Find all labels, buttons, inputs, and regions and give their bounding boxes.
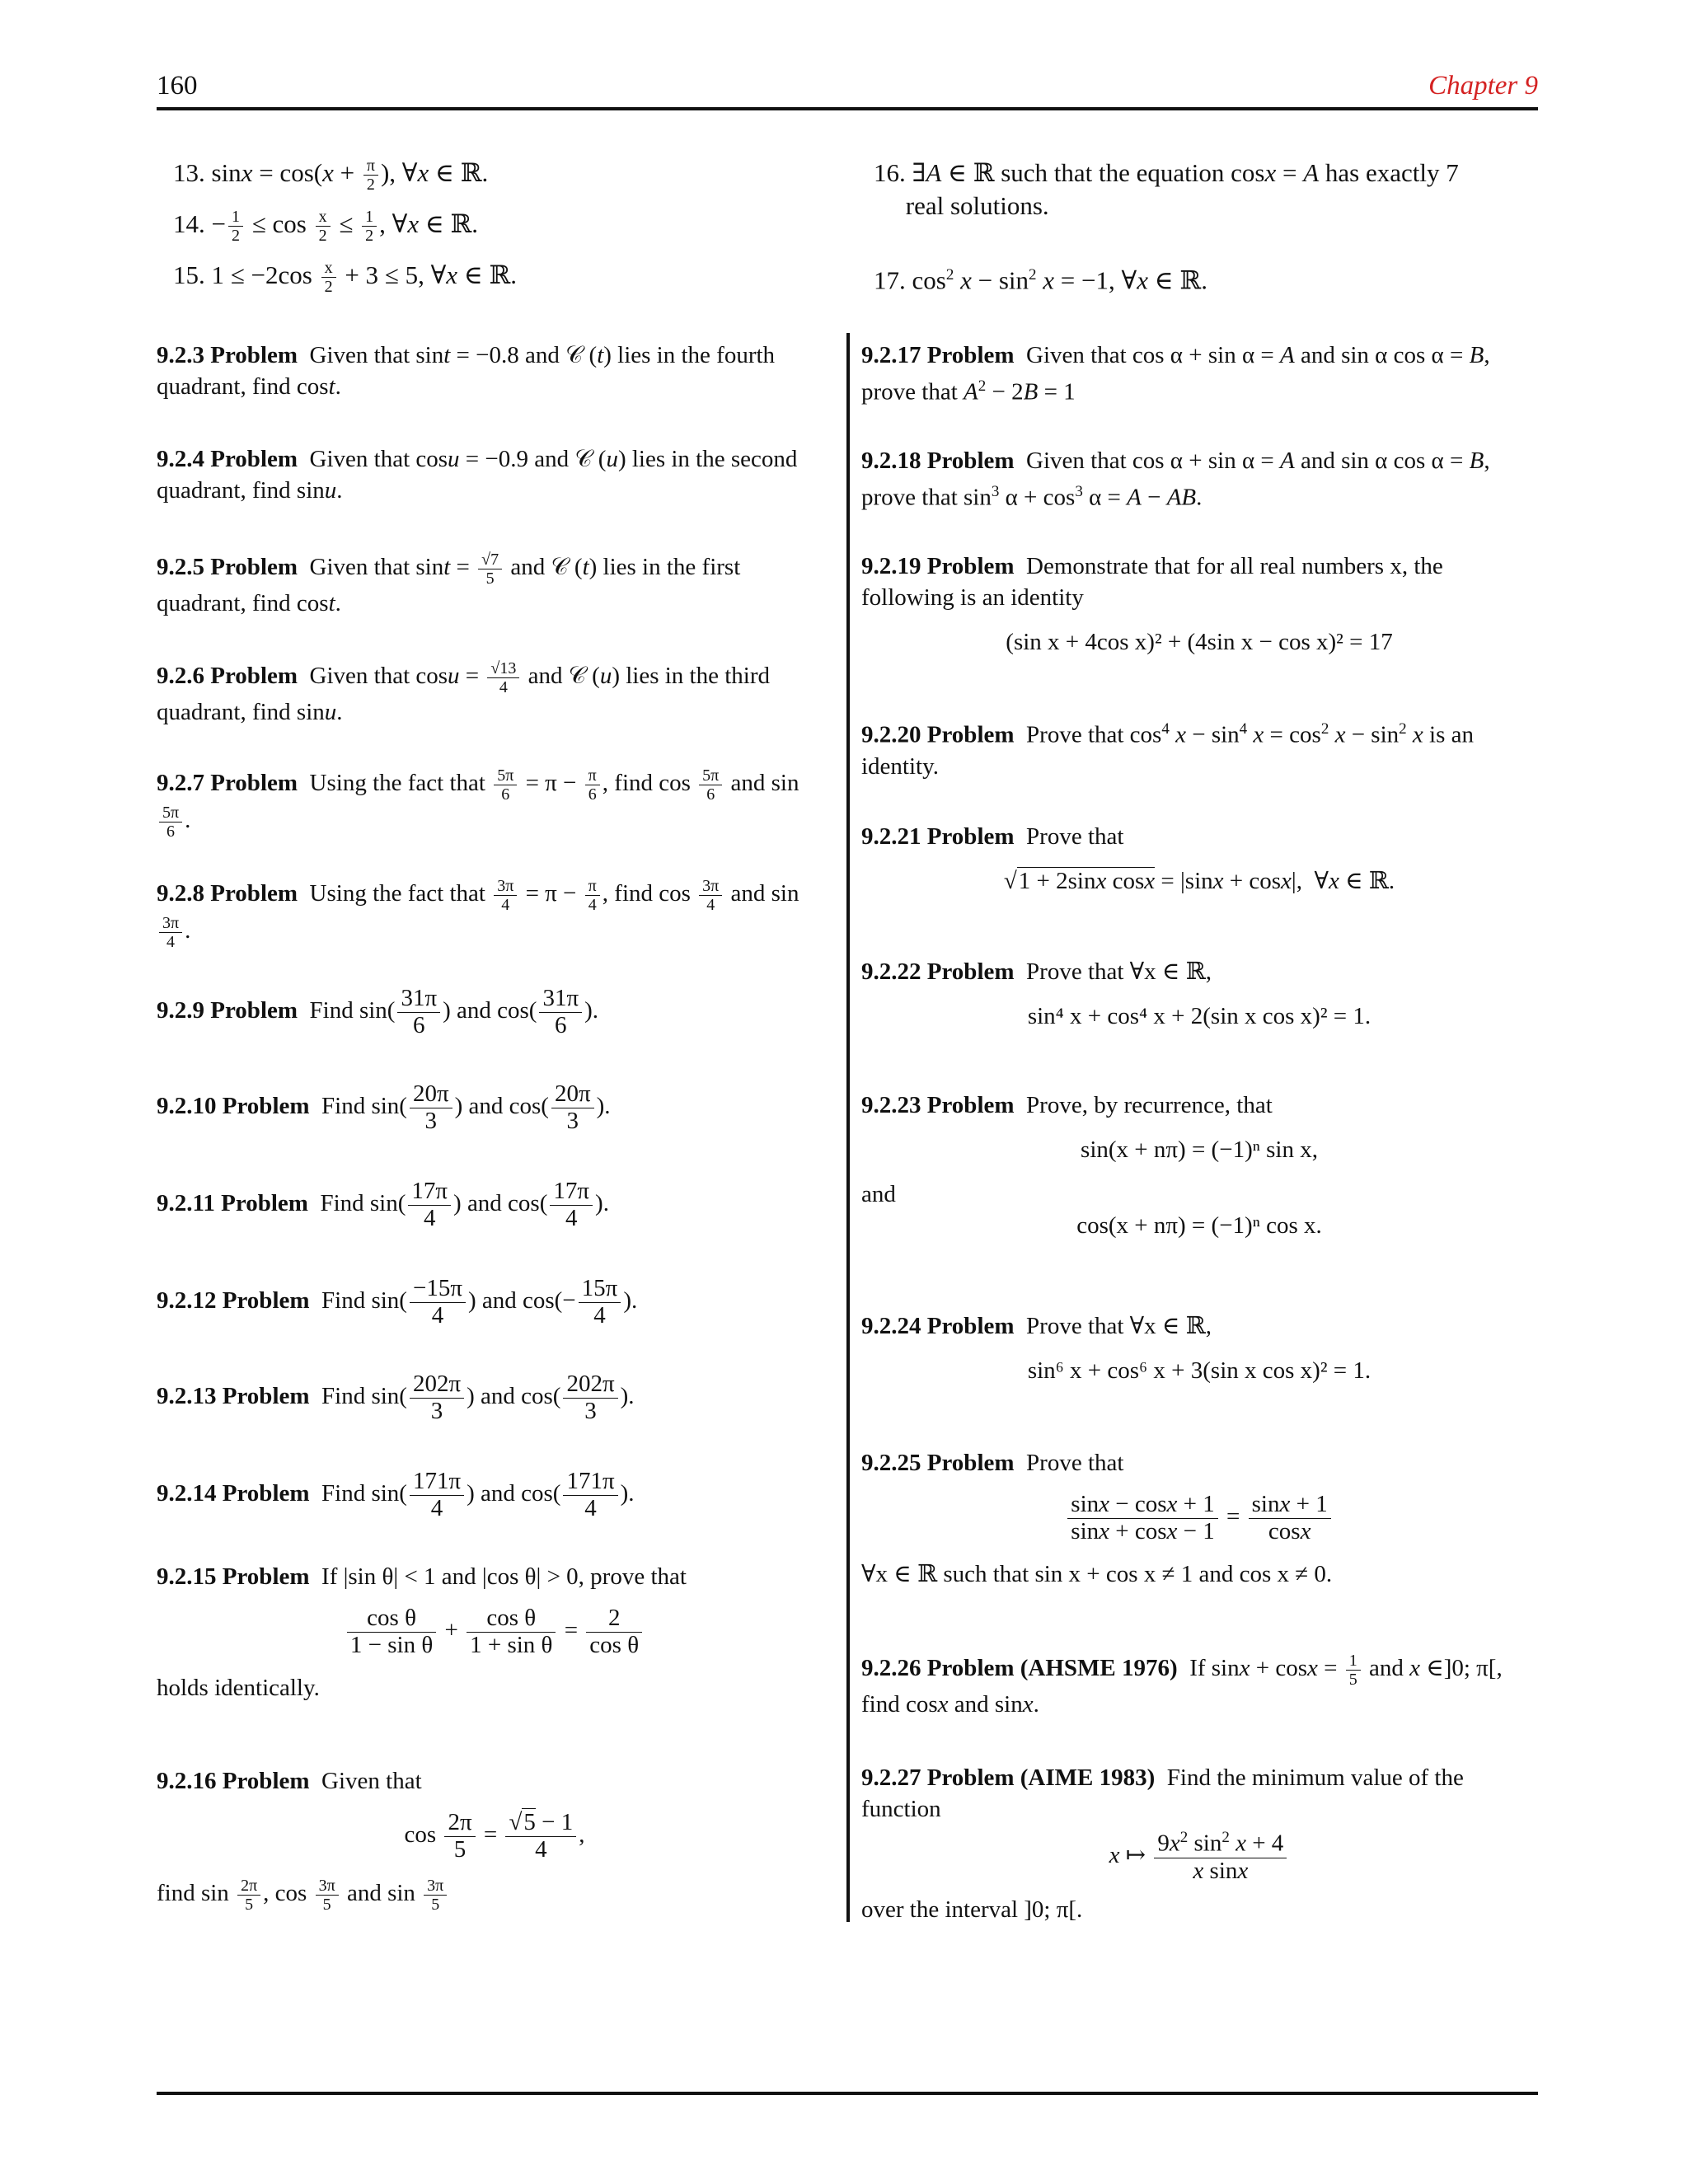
page-number: 160	[157, 71, 198, 101]
display-equation: $\frac{\text{cos θ}}{\text{1 − sin θ}}$ + $\frac{\text{cos θ}}{\text{1 + sin θ}}$ = $\frac{2}{\text{cos θ}}$	[157, 1605, 832, 1659]
exercise-14: 14. − $\frac{1}{2}$ ≤ cos $\frac{x}{2}$ ≤ $\frac{1}{2}$ , ∀x ∈ ℝ.	[173, 208, 479, 246]
problem-9-2-5: 9.2.5 Problem Given that sint = $\frac{√7}{5}$ and 𝒞 (t) lies in the first quadrant, find cost.	[157, 551, 741, 616]
exercise-16: 16. ∃A ∈ ℝ such that the equation cosx = A has exactly 7 real solutions.	[874, 158, 1459, 220]
display-equation: cos(x + nπ) = (−1)ⁿ cos x.	[1076, 1212, 1322, 1239]
problem-9-2-9: 9.2.9 Problem Find sin( $\frac{31\pi}{6}$ ) and cos( $\frac{31\pi}{6}$ ).	[157, 985, 599, 1038]
exercise-17: 17. $\cos^2 x - \sin^2 x = -1$, ∀x ∈ ℝ.	[874, 265, 1207, 295]
display-equation: x ↦ $\frac{9x^2 \sin^2 x + 4}{\text{x sinx}}$	[861, 1830, 1537, 1884]
problem-9-2-13: 9.2.13 Problem Find sin( $\frac{202\pi}{3}$ ) and cos( $\frac{202\pi}{3}$ ).	[157, 1371, 635, 1424]
exercise-15: 15. 1 ≤ −2cos $\frac{x}{2}$ + 3 ≤ 5, ∀x ∈ ℝ.	[173, 259, 518, 297]
display-equation: cos $\frac{2\pi}{5}$ = $\frac{√5 - 1}{4}$ ,	[404, 1809, 585, 1863]
exercise-13: 13. sinx = cos(x + $\frac{\pi}{2}$ ), ∀x ∈ ℝ.	[173, 157, 489, 194]
problem-9-2-18: 9.2.18 Problem Given that cos α + sin α = A and sin α cos α = B, prove that $\sin^3 \alpha + \cos^3 \alpha = A$ − AB.	[861, 448, 1490, 511]
problem-9-2-27: 9.2.27 Problem (AIME 1983) Find the minimum value of the function x ↦ $\frac{9x^2 \sin^2 x + 4}{\text{x sinx}}$ over the interval ]0; π[.	[861, 1762, 1537, 1925]
problem-9-2-3: 9.2.3 Problem Given that sint = −0.8 and 𝒞 (t) lies in the fourth quadrant, find cost.	[157, 342, 776, 400]
problem-9-2-19: 9.2.19 Problem Demonstrate that for all real numbers x, the following is an identity (sin x + 4cos x)² + (4sin x − cos x)² = 17	[861, 551, 1537, 671]
problem-9-2-4: 9.2.4 Problem Given that cosu = −0.9 and 𝒞 (u) lies in the second quadrant, find sinu.	[157, 446, 798, 504]
problem-9-2-23: 9.2.23 Problem Prove, by recurrence, that sin(x + nπ) = (−1)ⁿ sin x, and cos(x + nπ) = (−1)ⁿ cos x.	[861, 1090, 1537, 1254]
chapter-title: Chapter 9	[1428, 71, 1538, 101]
problem-9-2-10: 9.2.10 Problem Find sin( $\frac{20\pi}{3}$ ) and cos( $\frac{20\pi}{3}$ ).	[157, 1080, 611, 1134]
footer-rule	[157, 2092, 1538, 2095]
column-divider	[846, 333, 850, 1922]
problem-9-2-11: 9.2.11 Problem Find sin( $\frac{17\pi}{4}$ ) and cos( $\frac{17\pi}{4}$ ).	[157, 1178, 609, 1231]
problem-9-2-6: 9.2.6 Problem Given that cosu = $\frac{√13}{4}$ and 𝒞 (u) lies in the third quadrant, find sinu.	[157, 659, 770, 725]
display-equation: √1 + 2sinx cosx = |sinx + cosx|, ∀x ∈ ℝ.	[1003, 868, 1395, 894]
display-equation: sin⁶ x + cos⁶ x + 3(sin x cos x)² = 1.	[1027, 1357, 1372, 1384]
problem-9-2-20: 9.2.20 Problem Prove that $\cos^4 x - \sin^4 x = \cos^2 x - \sin^2 x$ is an identity.	[861, 720, 1474, 780]
problem-9-2-22: 9.2.22 Problem Prove that ∀x ∈ ℝ, sin⁴ x + cos⁴ x + 2(sin x cos x)² = 1.	[861, 956, 1537, 1045]
problem-9-2-15: 9.2.15 Problem If |sin θ| < 1 and |cos θ| > 0, prove that $\frac{\text{cos θ}}{\text{1 − sin θ}}$ + $\frac{\text{cos θ}}{\text{1 + sin θ}}$ = $\frac{2}{\text{cos θ}}$ holds identically.	[157, 1561, 832, 1704]
problem-9-2-21: 9.2.21 Problem Prove that √1 + 2sinx cosx = |sinx + cosx|, ∀x ∈ ℝ.	[861, 821, 1537, 910]
page-header	[157, 71, 1538, 110]
display-equation: $\frac{\sin x - \cos x + 1}{\sin x + \cos x - 1}$ = $\frac{\sin x + 1}{\cos x}$	[861, 1492, 1537, 1545]
problem-9-2-25: 9.2.25 Problem Prove that $\frac{\sin x - \cos x + 1}{\sin x + \cos x - 1}$ = $\frac{\sin x + 1}{\cos x}$ ∀x ∈ ℝ such that sin x + cos x ≠ 1 and cos x ≠ 0.	[861, 1447, 1537, 1590]
problem-9-2-16: 9.2.16 Problem Given that cos $\frac{2\pi}{5}$ = $\frac{√5 - 1}{4}$ , find sin $\frac{2\pi}{5}$ , cos $\frac{3\pi}{5}$ and sin $\frac{3\pi}{5}$	[157, 1765, 832, 1914]
display-equation: sin(x + nπ) = (−1)ⁿ sin x,	[1081, 1137, 1318, 1163]
display-equation: sin⁴ x + cos⁴ x + 2(sin x cos x)² = 1.	[1027, 1003, 1372, 1029]
problem-9-2-12: 9.2.12 Problem Find sin( $\frac{-15\pi}{4}$ ) and cos(− $\frac{15\pi}{4}$ ).	[157, 1275, 638, 1329]
problem-9-2-14: 9.2.14 Problem Find sin( $\frac{171\pi}{4}$ ) and cos( $\frac{171\pi}{4}$ ).	[157, 1468, 635, 1521]
display-equation: (sin x + 4cos x)² + (4sin x − cos x)² = 17	[1006, 629, 1393, 655]
problem-9-2-24: 9.2.24 Problem Prove that ∀x ∈ ℝ, sin⁶ x + cos⁶ x + 3(sin x cos x)² = 1.	[861, 1310, 1537, 1399]
problem-9-2-17: 9.2.17 Problem Given that cos α + sin α = A and sin α cos α = B, prove that $A^2 - 2B = 1$	[861, 342, 1490, 405]
problem-9-2-7: 9.2.7 Problem Using the fact that $\frac{5\pi}{6}$ = π − $\frac{\pi}{6}$ , find cos $\frac{5\pi}{6}$ and sin $\frac{5\pi}{6}$ .	[157, 766, 799, 841]
problem-9-2-26: 9.2.26 Problem (AHSME 1976) If sinx + cosx = $\frac{1}{5}$ and x ∈]0; π[, find cosx and sinx.	[861, 1652, 1503, 1718]
problem-9-2-8: 9.2.8 Problem Using the fact that $\frac{3\pi}{4}$ = π − $\frac{\pi}{4}$ , find cos $\frac{3\pi}{4}$ and sin $\frac{3\pi}{4}$ .	[157, 877, 799, 951]
